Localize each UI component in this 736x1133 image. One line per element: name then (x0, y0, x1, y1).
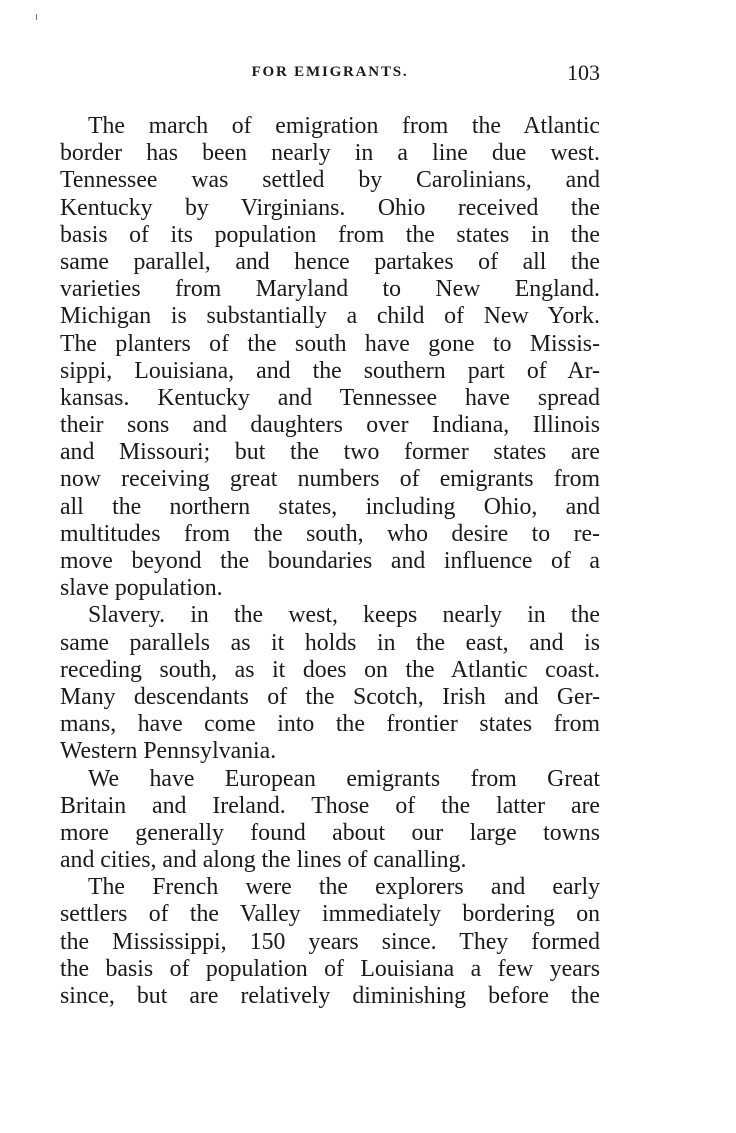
paragraph-2-line: Many descendants of the Scotch, Irish and Ger- (60, 683, 600, 710)
paragraph-1-line: Michigan is substantially a child of New York. (60, 303, 600, 330)
paragraph-1-line: their sons and daughters over Indiana, Illinois (60, 412, 600, 439)
page-header (60, 60, 600, 90)
paragraph-1-line: border has been nearly in a line due west. (60, 140, 600, 167)
paragraph-1-line: basis of its population from the states in the (60, 221, 600, 248)
paragraph-1-line: The march of emigration from the Atlantic (88, 113, 600, 139)
paragraph-4-line: the Mississippi, 150 years since. They formed (60, 928, 600, 955)
paragraph-3-line: We have European emigrants from Great (88, 765, 600, 792)
paragraph-2-line: receding south, as it does on the Atlantic coast. (60, 656, 600, 683)
paragraph-3-line: and cities, and along the lines of canalling. (60, 847, 467, 874)
body-text (60, 113, 600, 1010)
running-head: FOR EMIGRANTS. (251, 64, 409, 80)
paragraph-3-line: Britain and Ireland. Those of the latter are (60, 792, 600, 819)
paragraph-1-line: slave population. (60, 575, 223, 602)
paragraph-2-line: Western Pennsylvania. (60, 738, 277, 765)
paragraph-1-line: all the northern states, including Ohio, and (60, 493, 600, 520)
paragraph-1-line: now receiving great numbers of emigrants from (60, 466, 600, 493)
page-number: 103 (567, 60, 600, 85)
paragraph-4-line: The French were the explorers and early (88, 874, 600, 901)
paragraph-1-line: Tennessee was settled by Carolinians, and (60, 167, 600, 194)
paragraph-2-line: Slavery. in the west, keeps nearly in the (88, 602, 600, 629)
paragraph-1-line: and Missouri; but the two former states are (60, 439, 600, 466)
paragraph-4-line: the basis of population of Louisiana a few years (60, 955, 600, 982)
paragraph-1-line: sippi, Louisiana, and the southern part of Ar- (60, 357, 600, 384)
paragraph-1-line: varieties from Maryland to New England. (60, 276, 600, 303)
paragraph-1-line: kansas. Kentucky and Tennessee have spread (60, 384, 600, 411)
paragraph-1-line: Kentucky by Virginians. Ohio received the (60, 194, 600, 221)
paragraph-4-line: since, but are relatively diminishing before the (60, 983, 600, 1009)
paragraph-2-line: same parallels as it holds in the east, and is (60, 629, 600, 656)
stray-mark (36, 14, 37, 20)
paragraph-1-line: The planters of the south have gone to Missis- (60, 330, 600, 357)
paragraph-4-line: settlers of the Valley immediately bordering on (60, 901, 600, 928)
paragraph-3-line: more generally found about our large towns (60, 819, 600, 846)
paragraph-1-line: multitudes from the south, who desire to re- (60, 520, 600, 547)
paragraph-2-line: mans, have come into the frontier states from (60, 711, 600, 738)
paragraph-1-line: move beyond the boundaries and influence of a (60, 548, 600, 574)
paragraph-1-line: same parallel, and hence partakes of all the (60, 248, 600, 275)
